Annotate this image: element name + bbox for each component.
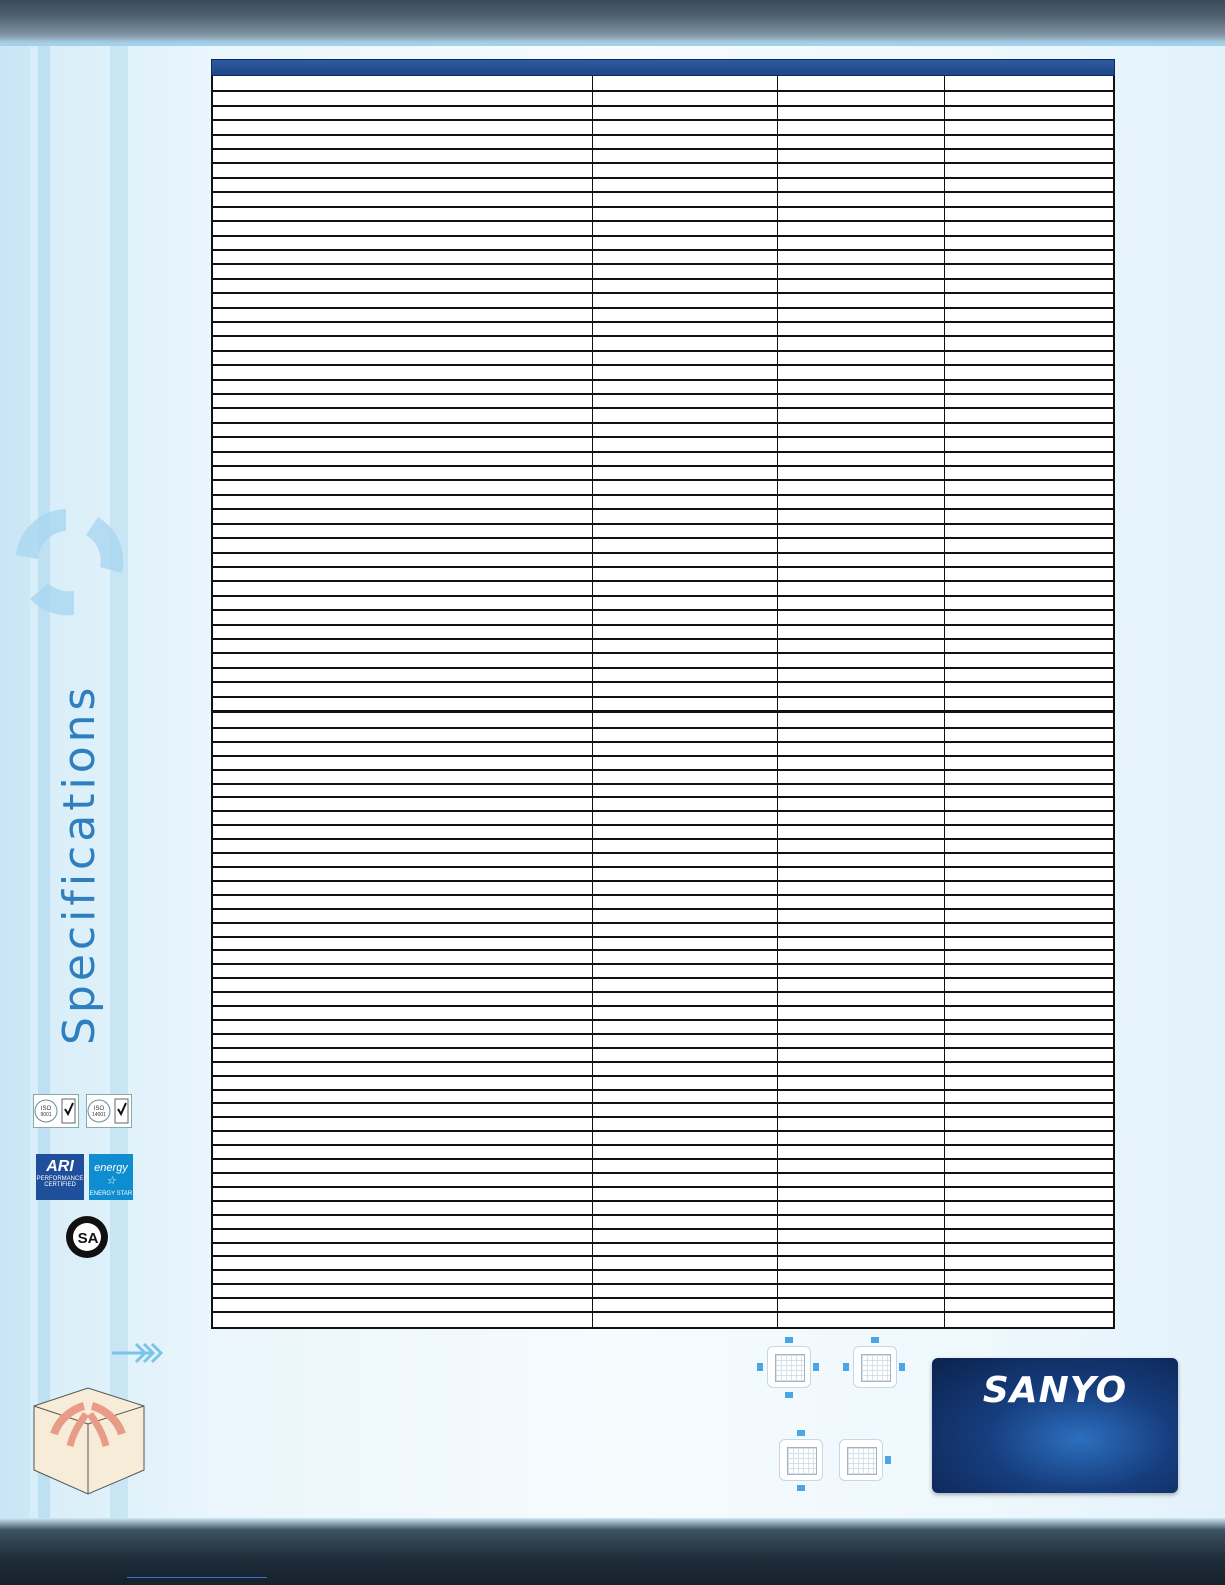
left-decor-stripe <box>110 46 128 1518</box>
table-row <box>213 894 1113 896</box>
table-row <box>213 922 1113 924</box>
table-row <box>213 667 1113 669</box>
table-row <box>213 235 1113 237</box>
table-row <box>213 1214 1113 1216</box>
table-row <box>213 681 1113 683</box>
table-row <box>213 838 1113 840</box>
table-row <box>213 908 1113 910</box>
table-row <box>213 880 1113 882</box>
table-header-bar <box>211 59 1115 76</box>
iso-9001-badge <box>33 1094 79 1128</box>
table-row <box>213 307 1113 309</box>
table-row <box>213 1144 1113 1146</box>
table-row <box>213 852 1113 854</box>
table-row <box>213 1186 1113 1188</box>
table-row <box>213 1269 1113 1271</box>
iso-14001-badge <box>86 1094 132 1128</box>
spec-table <box>211 59 1115 1329</box>
table-row <box>213 810 1113 812</box>
table-row <box>213 1047 1113 1049</box>
table-row <box>213 1297 1113 1299</box>
svg-text:ISO: ISO <box>93 1106 105 1112</box>
table-row <box>213 1172 1113 1174</box>
table-row <box>213 206 1113 208</box>
table-row <box>213 278 1113 280</box>
ceiling-panel-2way-icon <box>779 1439 823 1481</box>
table-row <box>213 249 1113 251</box>
table-row <box>213 523 1113 525</box>
bottom-banner <box>0 1518 1225 1585</box>
table-row <box>213 552 1113 554</box>
table-row <box>213 1130 1113 1132</box>
table-row <box>213 638 1113 640</box>
table-row <box>213 991 1113 993</box>
table-row <box>213 796 1113 798</box>
table-row <box>213 335 1113 337</box>
table-row <box>213 963 1113 965</box>
table-row <box>213 949 1113 951</box>
ceiling-panel-3way-icon <box>853 1346 897 1388</box>
table-row <box>213 134 1113 136</box>
table-row <box>213 1158 1113 1160</box>
chevron-right-icon <box>112 1341 168 1365</box>
table-row <box>213 769 1113 771</box>
table-row <box>213 1005 1113 1007</box>
table-row <box>213 162 1113 164</box>
table-row <box>213 824 1113 826</box>
table-row <box>213 1311 1113 1313</box>
svg-text:9001: 9001 <box>40 1112 52 1118</box>
table-row <box>213 1102 1113 1104</box>
table-row <box>213 379 1113 381</box>
ari-certified-badge: ARI PERFORMANCE CERTIFIED <box>36 1154 84 1200</box>
table-row <box>213 1242 1113 1244</box>
table-row <box>213 1061 1113 1063</box>
table-row <box>213 595 1113 597</box>
table-row <box>213 977 1113 979</box>
csa-logo-icon <box>66 1216 108 1258</box>
table-row <box>213 422 1113 424</box>
table-row <box>213 624 1113 626</box>
table-row <box>213 148 1113 150</box>
table-row <box>213 1255 1113 1257</box>
table-row <box>213 727 1113 729</box>
table-row <box>213 1116 1113 1118</box>
table-row <box>213 220 1113 222</box>
table-row <box>213 177 1113 179</box>
table-row <box>213 566 1113 568</box>
table-row <box>213 1019 1113 1021</box>
footer-link-underline <box>127 1577 267 1578</box>
table-row <box>213 350 1113 352</box>
table-row <box>213 191 1113 193</box>
table-row <box>213 609 1113 611</box>
sanyo-logo: SANYO <box>982 1370 1128 1411</box>
ceiling-panel-1way-icon <box>839 1439 883 1481</box>
svg-text:SA: SA <box>77 1230 99 1247</box>
table-row <box>213 393 1113 395</box>
table-row <box>213 741 1113 743</box>
svg-text:14001: 14001 <box>92 1112 106 1118</box>
table-row <box>213 494 1113 496</box>
table-row <box>213 451 1113 453</box>
table-row <box>213 479 1113 481</box>
table-row <box>213 1089 1113 1091</box>
table-row <box>213 508 1113 510</box>
energy-star-badge: energy ☆ ENERGY STAR <box>89 1154 133 1200</box>
table-row <box>213 696 1113 698</box>
page-title: Specifications <box>54 683 105 1045</box>
table-body <box>211 76 1115 1329</box>
section-divider <box>213 710 1113 713</box>
table-row <box>213 580 1113 582</box>
table-row <box>213 321 1113 323</box>
table-row <box>213 1283 1113 1285</box>
circular-arrows-icon <box>8 503 124 619</box>
table-row <box>213 105 1113 107</box>
table-row <box>213 755 1113 757</box>
table-row <box>213 866 1113 868</box>
airflow-cube-icon <box>30 1386 148 1496</box>
left-decor-stripe <box>0 46 30 1518</box>
table-row <box>213 783 1113 785</box>
table-row <box>213 652 1113 654</box>
table-row <box>213 936 1113 938</box>
table-row <box>213 436 1113 438</box>
svg-text:ISO: ISO <box>40 1106 52 1112</box>
table-row <box>213 263 1113 265</box>
brand-card <box>932 1358 1178 1493</box>
table-row <box>213 1228 1113 1230</box>
table-row <box>213 407 1113 409</box>
table-row <box>213 1200 1113 1202</box>
table-row <box>213 1033 1113 1035</box>
ceiling-panel-4way-icon <box>767 1346 811 1388</box>
left-decor-stripe <box>38 46 50 1518</box>
table-row <box>213 364 1113 366</box>
table-row <box>213 119 1113 121</box>
top-banner <box>0 0 1225 46</box>
table-row <box>213 465 1113 467</box>
table-row <box>213 1075 1113 1077</box>
table-row <box>213 292 1113 294</box>
table-row <box>213 537 1113 539</box>
table-row <box>213 90 1113 92</box>
